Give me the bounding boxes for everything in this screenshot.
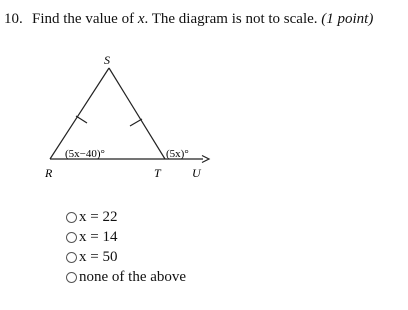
answer-choices xyxy=(66,207,186,287)
answer-choice-3[interactable] xyxy=(66,247,186,267)
radio-button-icon[interactable] xyxy=(66,212,77,223)
radio-button-icon[interactable] xyxy=(66,252,77,263)
question-variable: x xyxy=(137,11,145,27)
choice-label[interactable]: none of the above xyxy=(79,268,187,285)
question-text-end: . The diagram is not to scale. xyxy=(144,11,318,27)
vertex-label-t: T xyxy=(154,166,161,180)
side-st xyxy=(109,68,165,159)
choice-label[interactable]: x = 50 xyxy=(79,248,118,265)
point-label-u: U xyxy=(192,166,201,180)
question-text-start: Find the value of xyxy=(32,11,138,27)
question-number: 10. xyxy=(4,11,23,27)
angle-label-r: (5x−40)° xyxy=(65,148,105,160)
answer-choice-1[interactable] xyxy=(66,207,186,227)
radio-button-icon[interactable] xyxy=(66,232,77,243)
choice-label[interactable]: x = 22 xyxy=(79,208,118,225)
choice-label[interactable]: x = 14 xyxy=(79,228,118,245)
tick-mark-st xyxy=(130,119,142,126)
answer-choice-4[interactable] xyxy=(66,267,186,287)
answer-choice-2[interactable] xyxy=(66,227,186,247)
angle-label-exterior-t: (5x)° xyxy=(166,148,189,160)
radio-button-icon[interactable] xyxy=(66,272,77,283)
point-value: (1 point) xyxy=(321,11,374,27)
vertex-label-r: R xyxy=(45,166,53,180)
side-rs xyxy=(50,68,109,159)
arrowhead-u xyxy=(202,156,209,163)
vertex-label-s: S xyxy=(104,53,110,67)
tick-mark-rs xyxy=(76,116,87,123)
